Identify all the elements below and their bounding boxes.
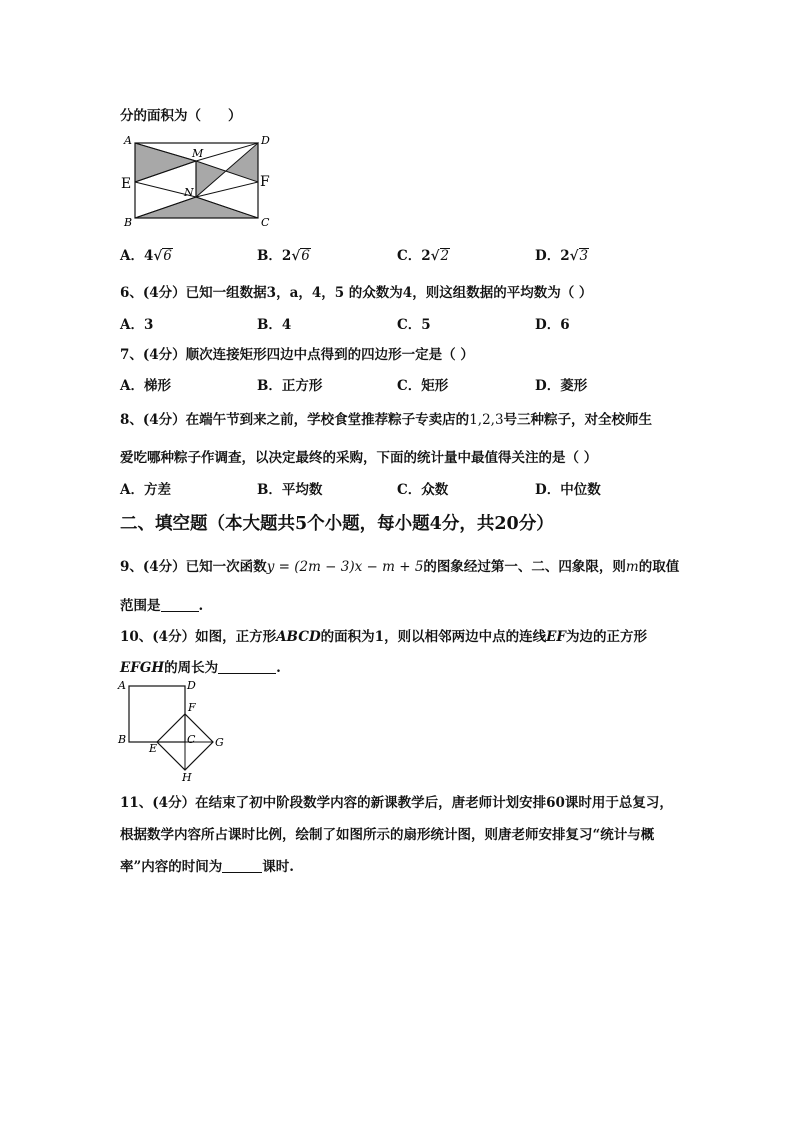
q5-stem-tail: 分的面积为（ ） bbox=[120, 108, 242, 124]
q5-label-n: N bbox=[184, 186, 194, 199]
q6-option-a[interactable]: A．3 bbox=[120, 317, 154, 333]
section-heading: 二、填空题（本大题共5个小题，每小题4分，共20分） bbox=[120, 514, 554, 534]
q5-figure bbox=[118, 130, 278, 230]
q9-answer-blank[interactable] bbox=[161, 597, 199, 612]
q10-line1: 10、(4分）如图，正方形ABCD的面积为1，则以相邻两边中点的连线EF为边的正方形 bbox=[120, 629, 647, 645]
q8-option-c[interactable]: C．众数 bbox=[397, 482, 449, 498]
q5-label-c: C bbox=[261, 216, 270, 229]
q10-label-g: G bbox=[215, 736, 224, 749]
q10-label-e: E bbox=[149, 742, 158, 755]
sqrt-icon: √6 bbox=[291, 248, 310, 264]
q7-text: 7、(4分）顺次连接矩形四边中点得到的四边形一定是（ ） bbox=[120, 347, 474, 363]
q10-label-c: C bbox=[187, 733, 196, 746]
q5-shaded-left bbox=[135, 143, 196, 182]
q8-options bbox=[120, 478, 680, 498]
q11-answer-blank[interactable] bbox=[222, 858, 262, 873]
q10-label-d: D bbox=[187, 679, 196, 692]
q7-options bbox=[120, 374, 680, 394]
q10-label-f: F bbox=[188, 701, 196, 714]
q8-line2: 爱吃哪种粽子作调查，以决定最终的采购，下面的统计量中最值得关注的是（ ） bbox=[120, 450, 598, 466]
q5-label-b: B bbox=[124, 216, 133, 229]
q5-label-m: M bbox=[192, 147, 204, 160]
q5-label-d: D bbox=[261, 134, 270, 147]
q5-options bbox=[120, 244, 680, 264]
q5-option-b[interactable]: B．2√6 bbox=[257, 248, 310, 264]
q5-option-d[interactable]: D．2√3 bbox=[535, 248, 589, 264]
q5-label-e: E bbox=[121, 176, 132, 192]
sqrt-icon: √6 bbox=[153, 248, 172, 264]
q6-options bbox=[120, 313, 680, 333]
q10-label-a: A bbox=[118, 679, 126, 692]
q11-line2: 根据数学内容所占课时比例，绘制了如图所示的扇形统计图，则唐老师安排复习“统计与概 bbox=[120, 827, 655, 843]
q5-option-a[interactable]: A．4√6 bbox=[120, 248, 172, 264]
q6-option-c[interactable]: C．5 bbox=[397, 317, 431, 333]
sqrt-icon: √2 bbox=[430, 248, 450, 264]
q7-option-c[interactable]: C．矩形 bbox=[397, 378, 449, 394]
q8-option-b[interactable]: B．平均数 bbox=[257, 482, 323, 498]
q10-answer-blank[interactable] bbox=[218, 659, 276, 674]
q8-numbers: 1,2,3 bbox=[469, 412, 504, 428]
q9-var: m bbox=[625, 559, 639, 575]
q5-option-c[interactable]: C．2√2 bbox=[397, 248, 450, 264]
q9-formula: y = (2m − 3)x − m + 5 bbox=[266, 559, 424, 575]
q10-label-h: H bbox=[182, 771, 192, 784]
sqrt-icon: √3 bbox=[569, 248, 589, 264]
q10-square-abcd bbox=[129, 686, 185, 742]
q8-option-d[interactable]: D．中位数 bbox=[535, 482, 601, 498]
q10-label-b: B bbox=[118, 733, 127, 746]
q5-shaded-right bbox=[196, 143, 258, 197]
q6-text: 6、(4分）已知一组数据3，a，4，5 的众数为4，则这组数据的平均数为（ ） bbox=[120, 285, 593, 301]
q8-option-a[interactable]: A．方差 bbox=[120, 482, 171, 498]
q6-option-d[interactable]: D．6 bbox=[535, 317, 570, 333]
q11-line1: 11、(4分）在结束了初中阶段数学内容的新课教学后，唐老师计划安排60课时用于总复习， bbox=[120, 795, 673, 811]
q5-shaded-bottom bbox=[135, 197, 258, 218]
q9-line2: 范围是 . bbox=[120, 598, 204, 614]
q9-line1: 9、(4分）已知一次函数y = (2m − 3)x − m + 5的图象经过第一、二、四象限，则m的取值 bbox=[120, 559, 680, 575]
q6-option-b[interactable]: B．4 bbox=[257, 317, 292, 333]
q7-option-b[interactable]: B．正方形 bbox=[257, 378, 323, 394]
q7-option-a[interactable]: A．梯形 bbox=[120, 378, 171, 394]
q10-line2: EFGH的周长为 . bbox=[120, 660, 281, 676]
q10-figure bbox=[116, 676, 231, 784]
q7-option-d[interactable]: D．菱形 bbox=[535, 378, 588, 394]
q5-label-a: A bbox=[124, 134, 132, 147]
q5-label-f: F bbox=[260, 174, 270, 190]
q8-line1: 8、(4分）在端午节到来之前，学校食堂推荐粽子专卖店的1,2,3号三种粽子，对全校师生 bbox=[120, 412, 653, 428]
q11-line3: 率”内容的时间为 课时. bbox=[120, 859, 294, 875]
